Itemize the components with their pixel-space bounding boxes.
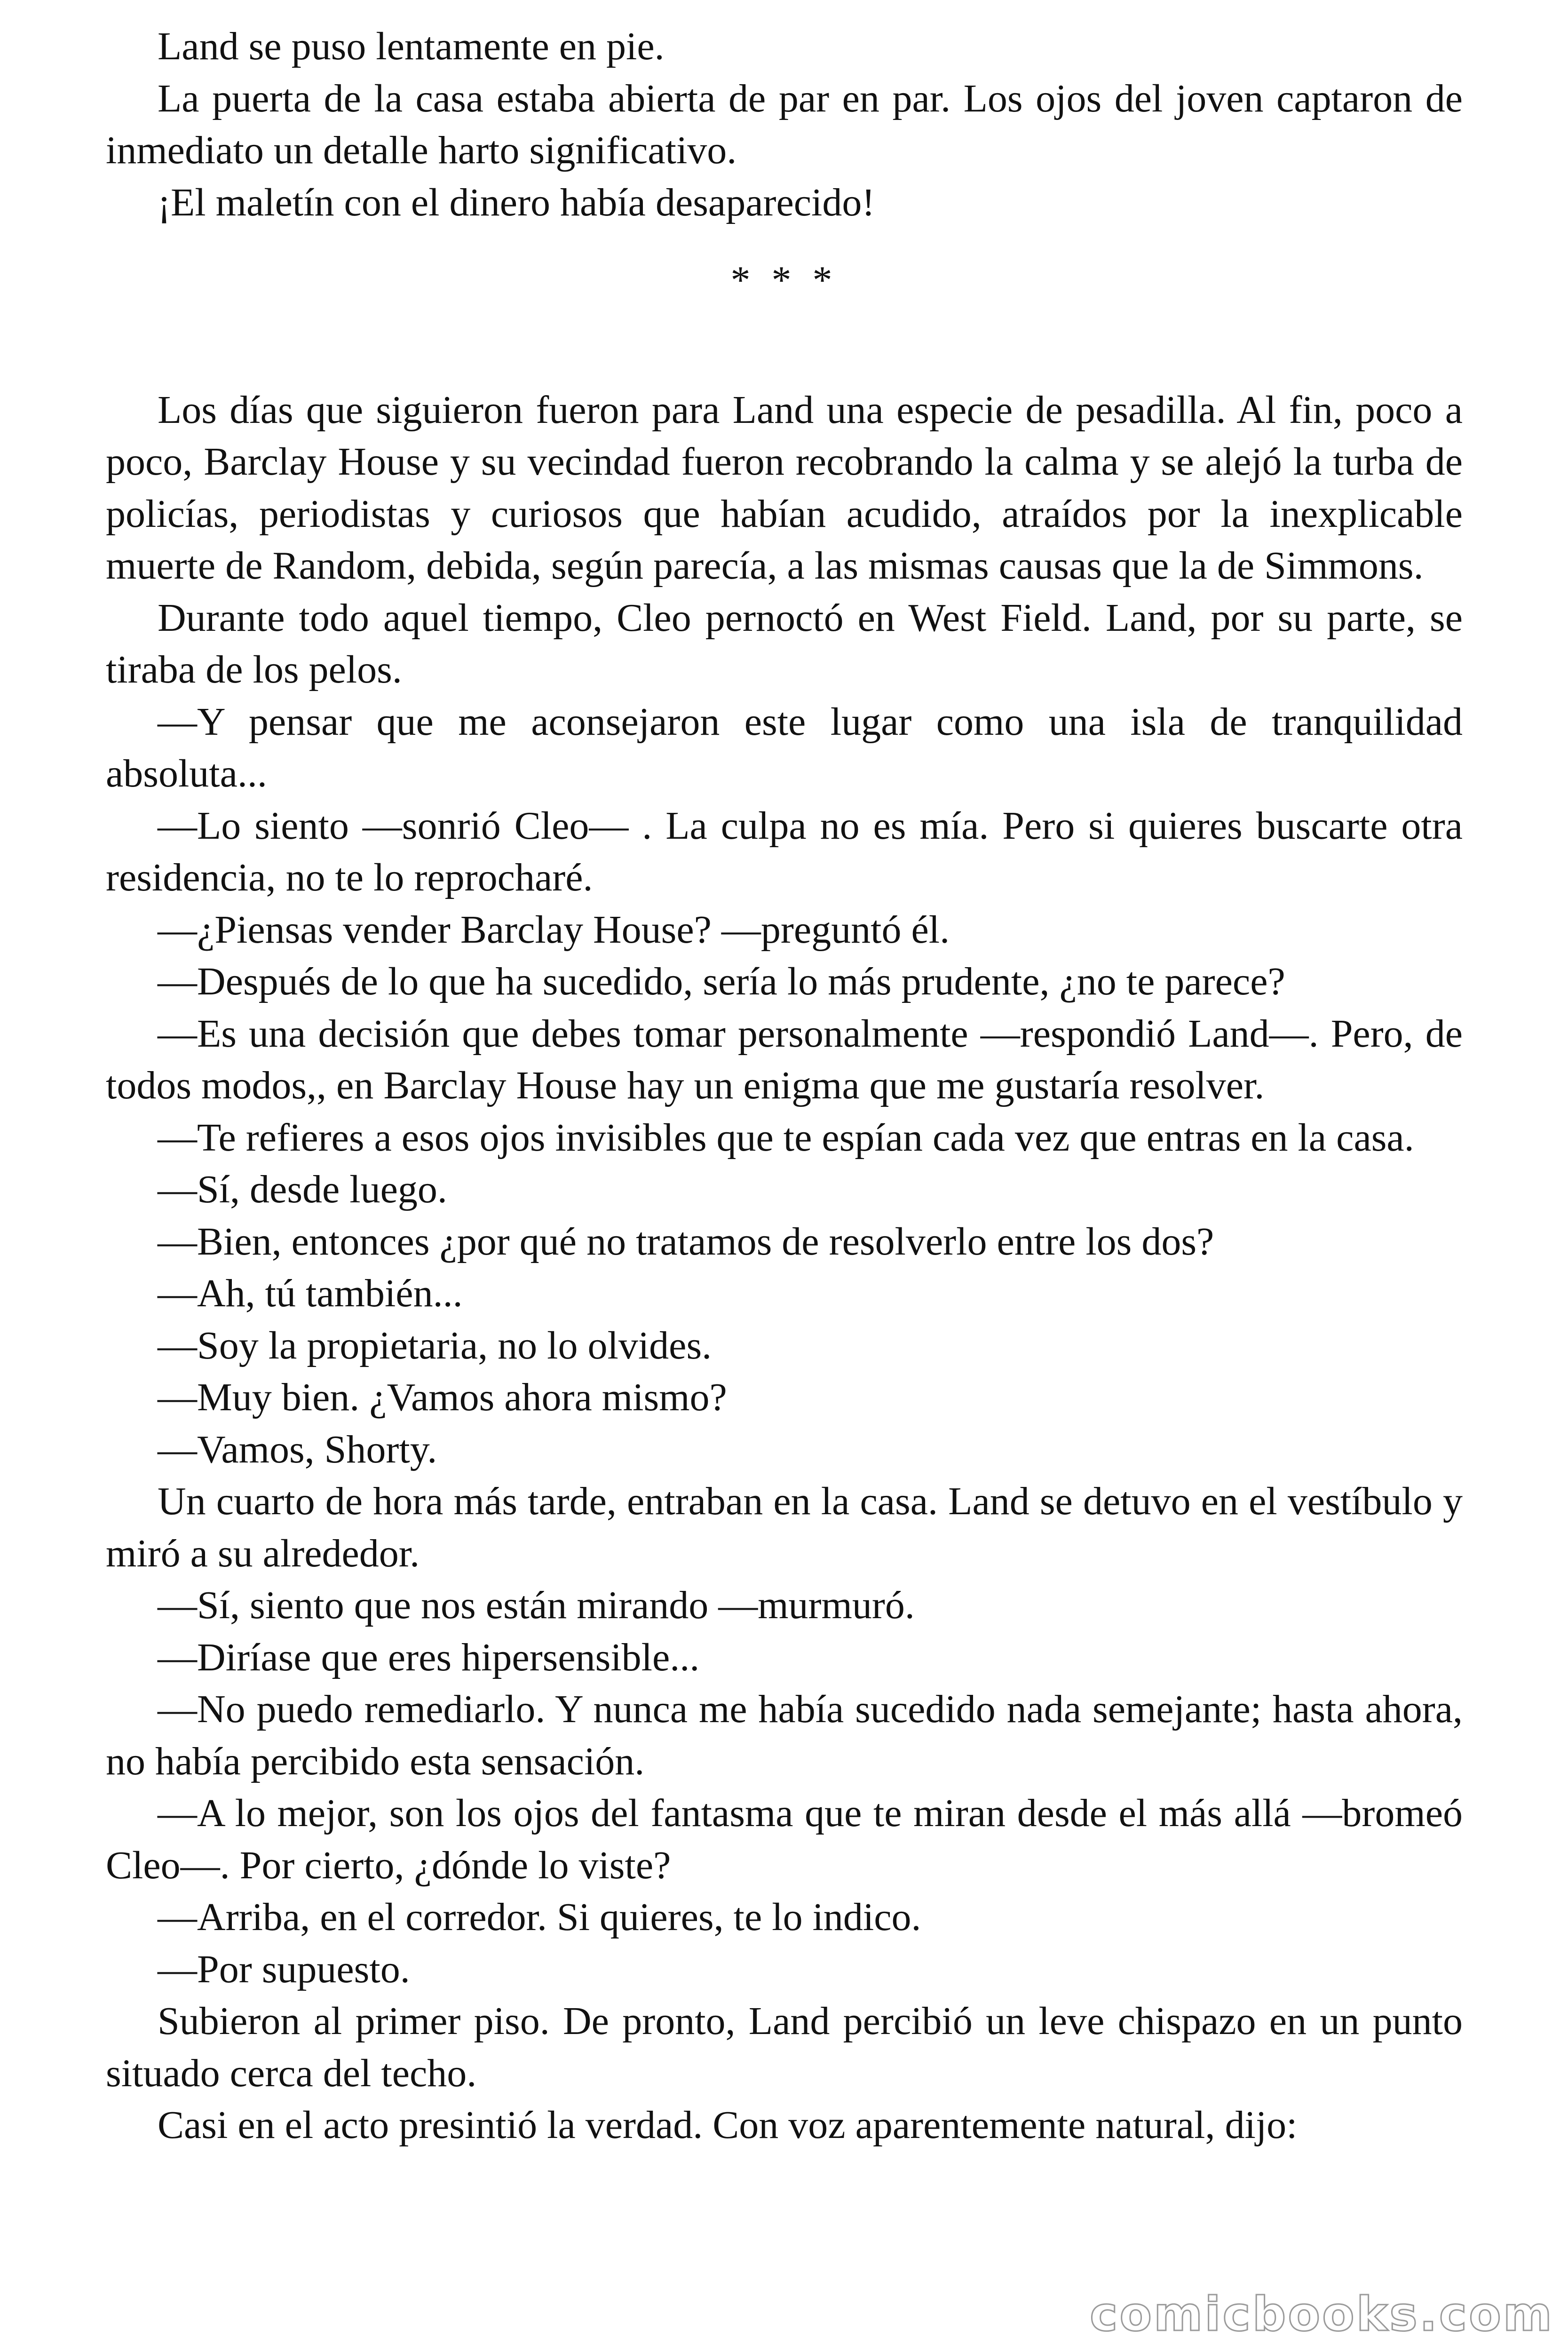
paragraph: —¿Piensas vender Barclay House? —preguntó él. — [158, 907, 950, 952]
paragraph: —Sí, siento que nos están mirando —murmuró. — [158, 1583, 915, 1627]
paragraph: —Bien, entonces ¿por qué no tratamos de resolverlo entre los dos? — [158, 1219, 1214, 1263]
paragraph: —Diríase que eres hipersensible... — [158, 1635, 700, 1679]
paragraph: La puerta de la casa estaba abierta de par en par. Los ojos del joven captaron de inmediato un detalle harto significativo. — [106, 76, 1463, 172]
paragraph: Durante todo aquel tiempo, Cleo pernoctó en West Field. Land, por su parte, se tiraba de los pelos. — [106, 596, 1463, 691]
paragraph: ¡El maletín con el dinero había desaparecido! — [158, 180, 875, 224]
paragraph: —Ah, tú también... — [158, 1271, 463, 1315]
paragraph: —Por supuesto. — [158, 1947, 410, 1991]
section-separator: * * * — [730, 258, 838, 302]
paragraph: —Soy la propietaria, no lo olvides. — [158, 1323, 712, 1367]
paragraph: Land se puso lentamente en pie. — [158, 24, 665, 68]
book-page — [106, 21, 1463, 2152]
paragraph: Un cuarto de hora más tarde, entraban en la casa. Land se detuvo en el vestíbulo y miró a su alrededor. — [106, 1479, 1463, 1575]
paragraph: Subieron al primer piso. De pronto, Land percibió un leve chispazo en un punto situado cerca del techo. — [106, 1999, 1463, 2095]
paragraph: —Arriba, en el corredor. Si quieres, te lo indico. — [158, 1895, 921, 1939]
paragraph: —Y pensar que me aconsejaron este lugar como una isla de tranquilidad absoluta... — [106, 699, 1463, 795]
paragraph: —Sí, desde luego. — [158, 1168, 447, 1211]
watermark-logo: comicbooks.com — [1090, 2287, 1554, 2342]
paragraph: —Es una decisión que debes tomar personalmente —respondió Land—. Pero, de todos modos,, en Barclay House hay un enigma que me gustaría resolver. — [106, 1011, 1463, 1107]
paragraph: Casi en el acto presintió la verdad. Con voz aparentemente natural, dijo: — [158, 2103, 1298, 2147]
paragraph: —Te refieres a esos ojos invisibles que te espían cada vez que entras en la casa. — [158, 1115, 1414, 1160]
paragraph: —Lo siento —sonrió Cleo— . La culpa no es mía. Pero si quieres buscarte otra residencia, no te lo reprocharé. — [106, 803, 1463, 899]
paragraph: —Después de lo que ha sucedido, sería lo más prudente, ¿no te parece? — [158, 960, 1285, 1003]
paragraph: Los días que siguieron fueron para Land una especie de pesadilla. Al fin, poco a poco, Barclay House y su vecindad fueron recobrando la calma y se alejó la turba de policías, periodistas y curiosos que habían acudido, atraídos por la inexplicable muerte de Random, debida, según parecía, a las mismas causas que la de Simmons. — [106, 388, 1463, 588]
paragraph: —A lo mejor, son los ojos del fantasma que te miran desde el más allá —bromeó Cleo—. Por cierto, ¿dónde lo viste? — [106, 1791, 1463, 1887]
paragraph: —Vamos, Shorty. — [158, 1427, 437, 1471]
paragraph: —Muy bien. ¿Vamos ahora mismo? — [158, 1375, 727, 1419]
paragraph: —No puedo remediarlo. Y nunca me había sucedido nada semejante; hasta ahora, no había percibido esta sensación. — [106, 1687, 1463, 1783]
